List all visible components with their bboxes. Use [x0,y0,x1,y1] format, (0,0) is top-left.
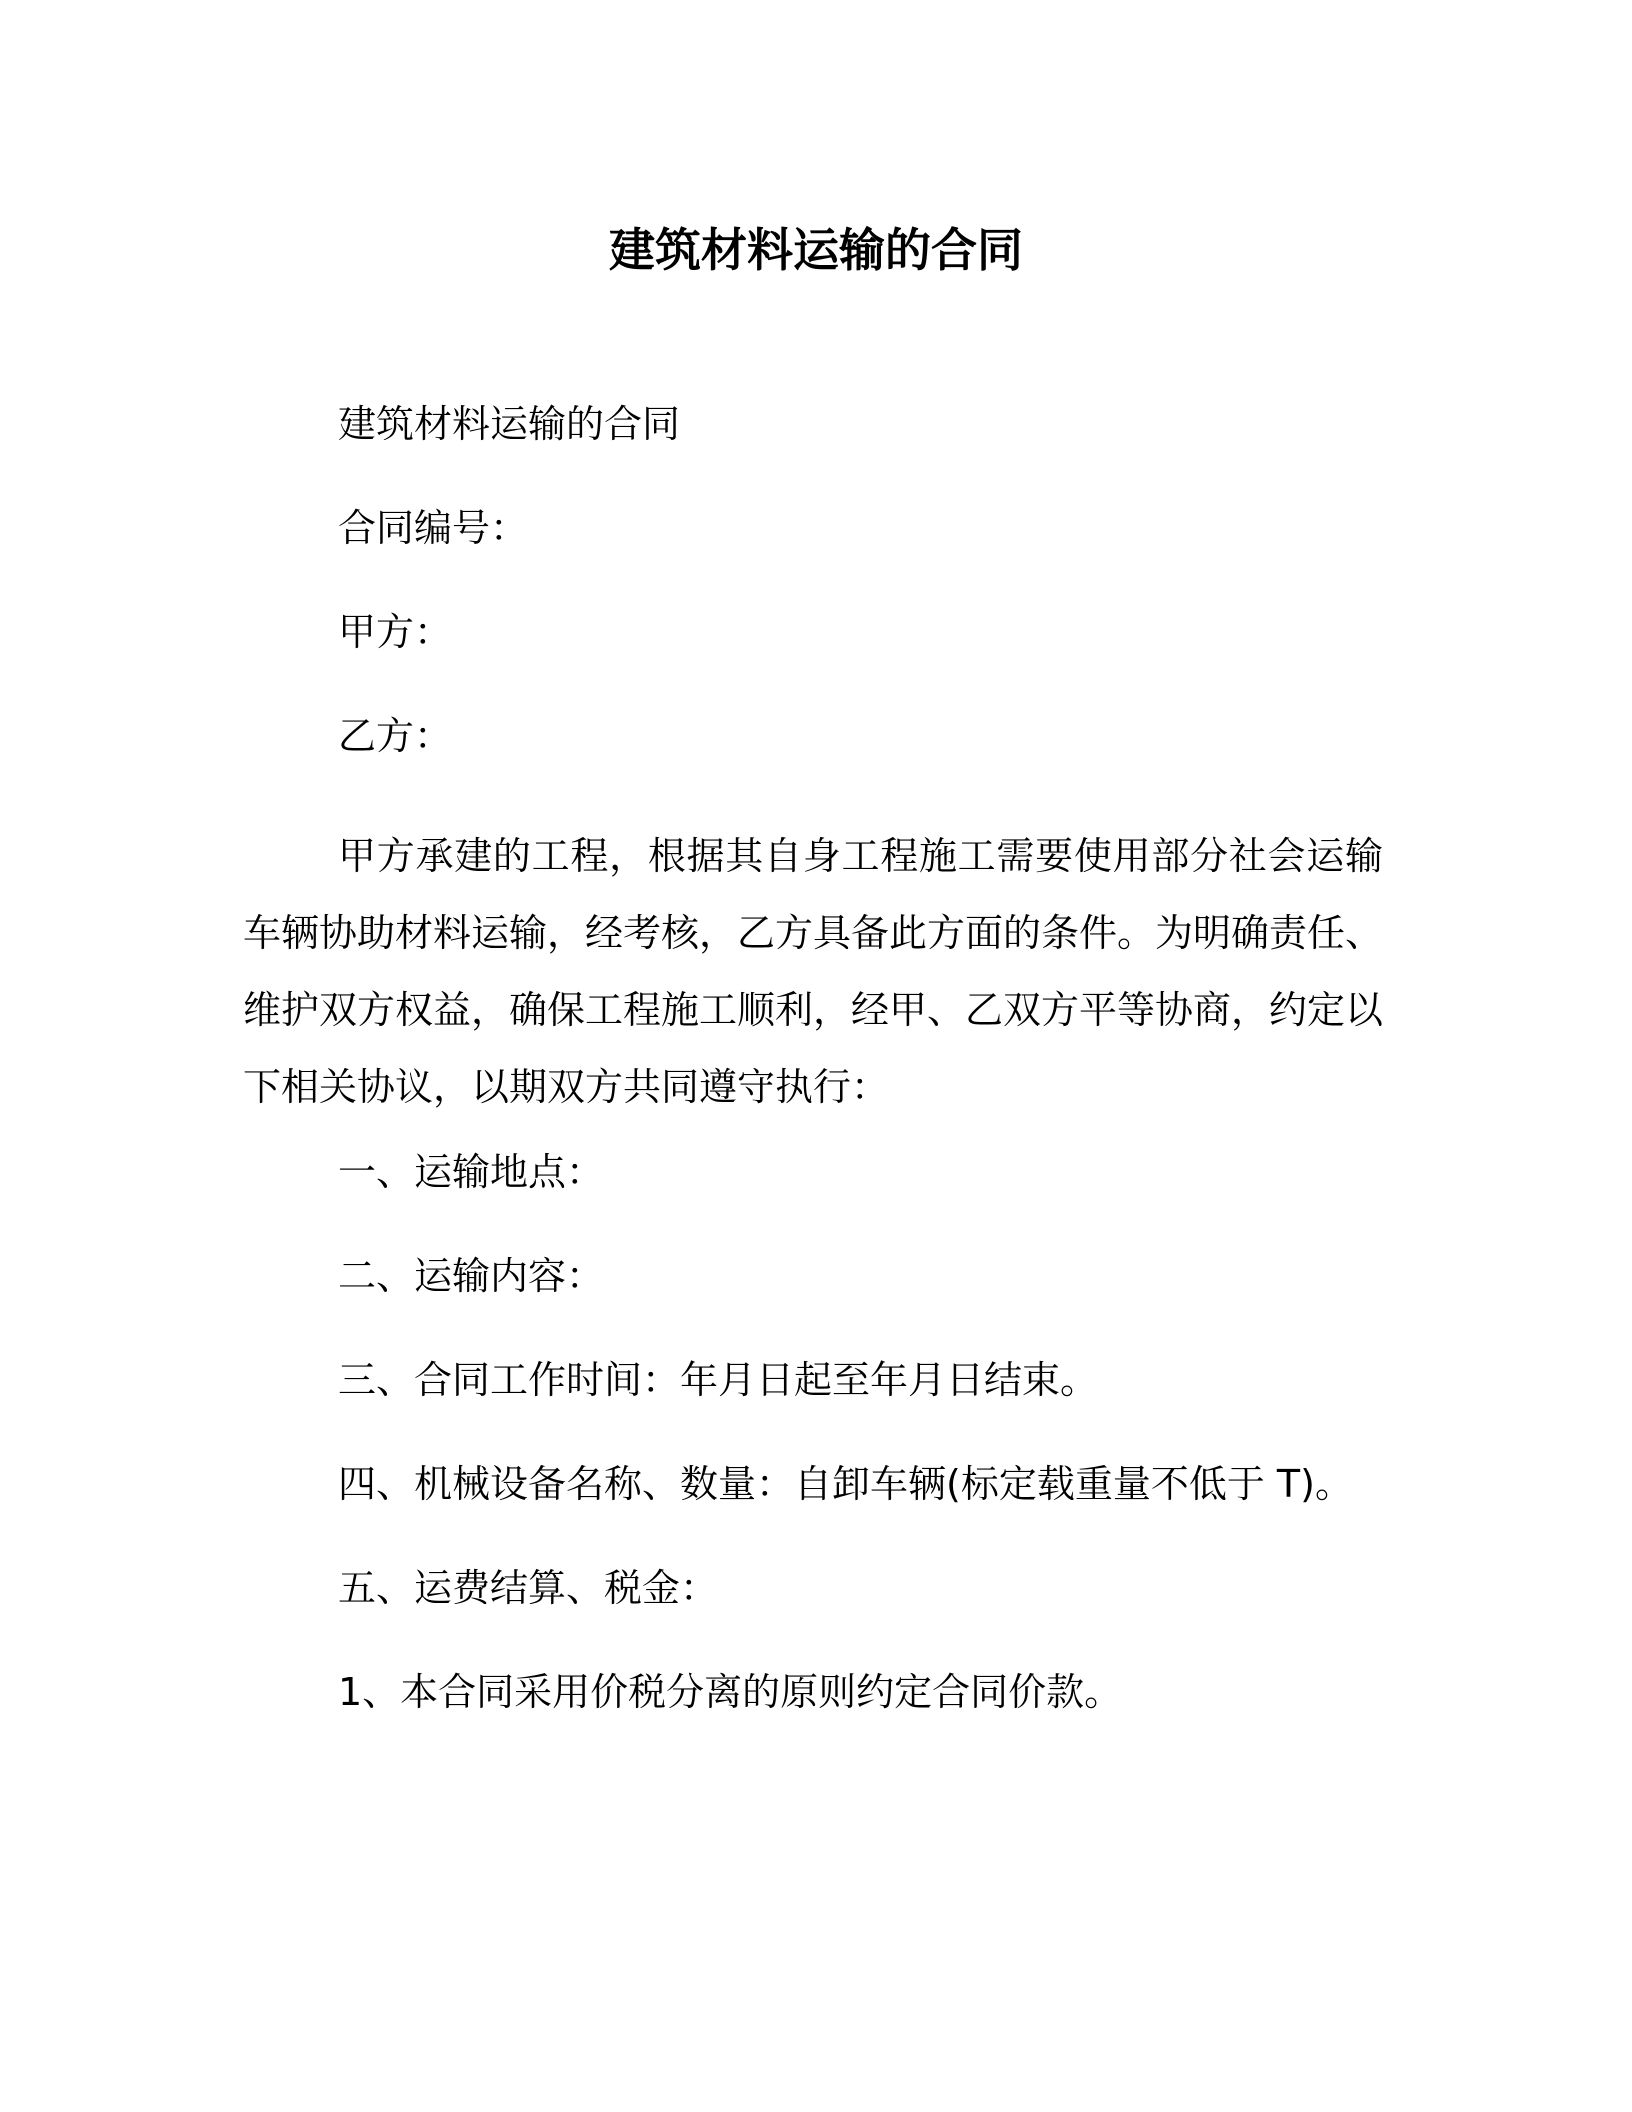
section-transport-content: 二、运输内容： [338,1254,605,1298]
section-contract-period: 三、合同工作时间：年月日起至年月日结束。 [338,1358,1099,1402]
document-title: 建筑材料运输的合同 [609,223,1023,277]
contract-number-label: 合同编号： [338,506,529,550]
intro-paragraph: 甲方承建的工程，根据其自身工程施工需要使用部分社会运输车辆协助材料运输，经考核，乙方具备此方面的条件。为明确责任、维护双方权益，确保工程施工顺利，经甲、乙双方平等协商，约定以下相关协议，以期双方共同遵守执行： [243,834,1384,1109]
section-freight-tax: 五、运费结算、税金： [338,1566,719,1610]
party-a-label: 甲方： [338,610,453,654]
section-transport-location: 一、运输地点： [338,1150,605,1194]
document-subtitle: 建筑材料运输的合同 [338,402,681,446]
section-equipment: 四、机械设备名称、数量：自卸车辆(标定载重量不低于 T)。 [338,1462,1353,1506]
clause-price-tax-separation: 1、本合同采用价税分离的原则约定合同价款。 [338,1670,1123,1714]
party-b-label: 乙方： [338,714,453,758]
